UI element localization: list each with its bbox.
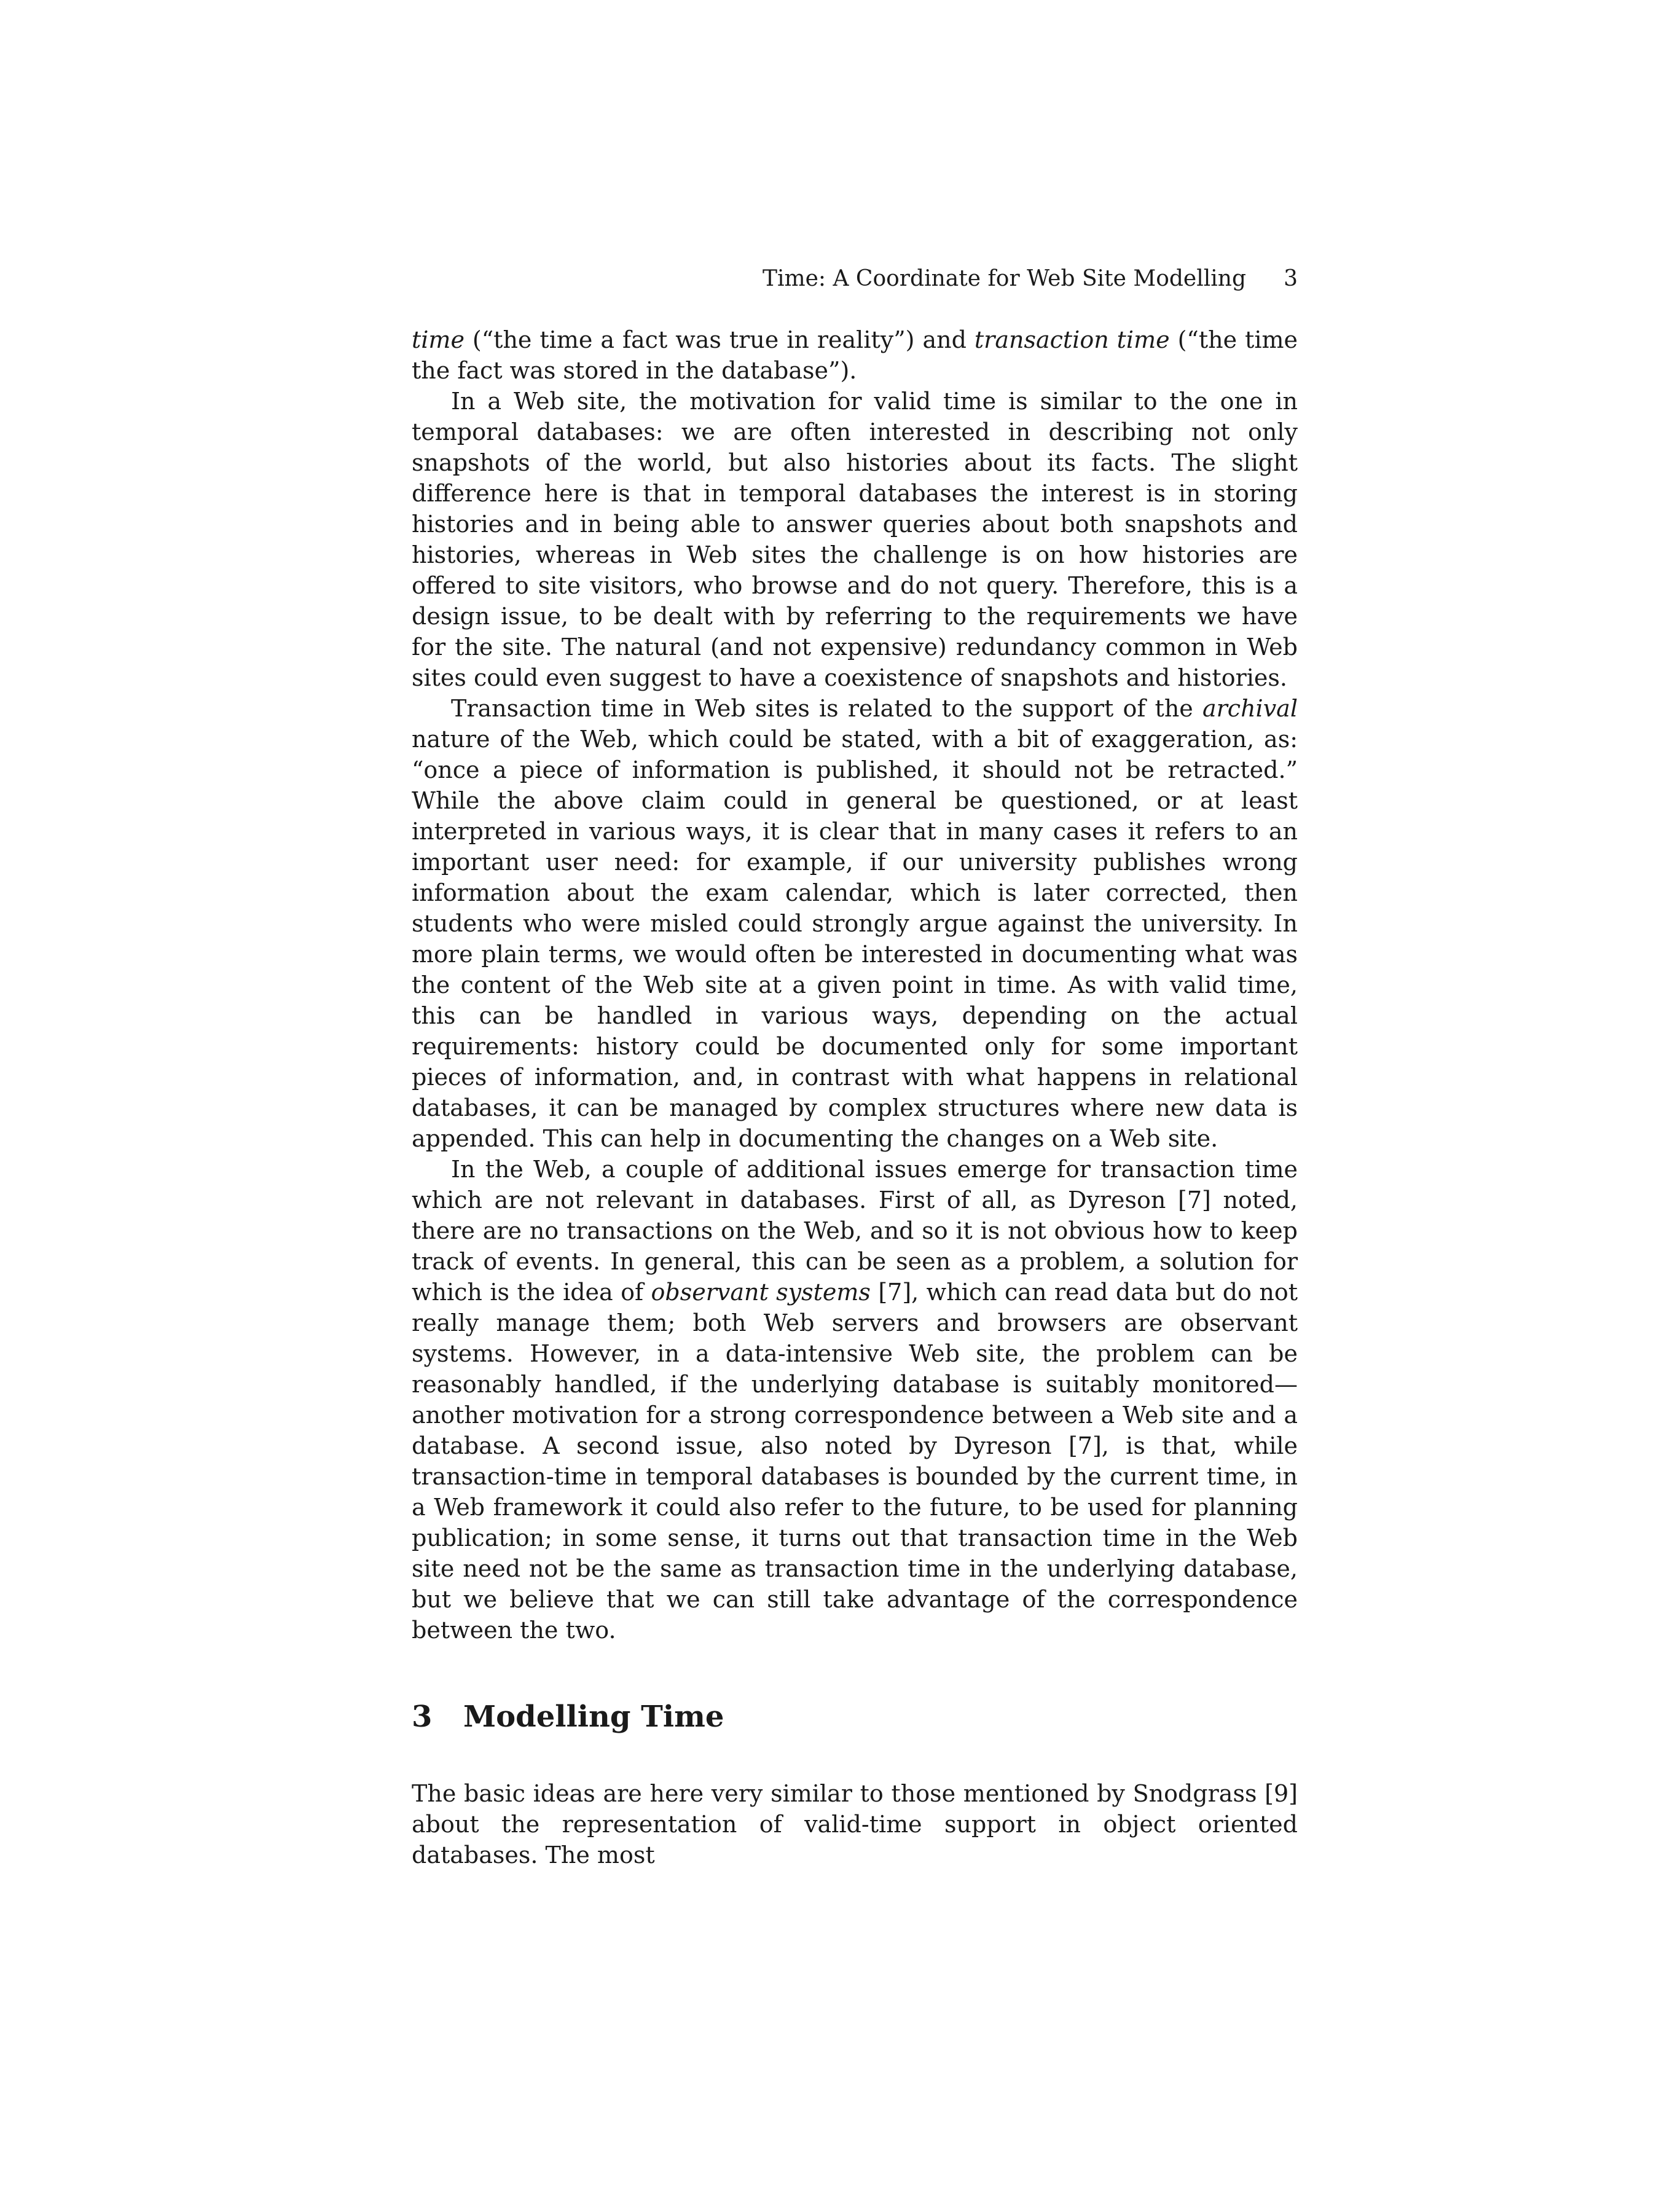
paragraph-modelling-time: The basic ideas are here very similar to those mentioned by Snodgrass [9] about the representation of valid-time support in object oriented databases. The most xyxy=(412,1780,1298,1869)
paragraph-transaction-time: Transaction time in Web sites is related to the support of the archival nature of the Web, which could be stated, with a bit of exaggeration, as: “once a piece of information is published, it should not be retracted.” While the above claim could in general be questioned, or at least interpreted in various ways, it is clear that in many cases it refers to an important user need: for example, if our university publishes wrong information about the exam calendar, which is later corrected, then students who were misled could strongly argue against the university. In more plain terms, we would often be interested in documenting what was the content of the Web site at a given point in time. As with valid time, this can be handled in various ways, depending on the actual requirements: history could be documented only for some important pieces of information, and, in contrast with what happens in relational databases, it can be managed by complex structures where new data is appended. This can help in documenting the changes on a Web site. xyxy=(412,695,1298,1152)
paragraph-valid-time: In a Web site, the motivation for valid time is similar to the one in temporal databases: we are often interested in describing not only snapshots of the world, but also histories about its facts. The slight difference here is that in temporal databases the interest is in storing histories and in being able to answer queries about both snapshots and histories, whereas in Web sites the challenge is on how histories are offered to site visitors, who browse and do not query. Therefore, this is a design issue, to be dealt with by referring to the requirements we have for the site. The natural (and not expensive) redundancy common in Web sites could even suggest to have a coexistence of snapshots and histories. xyxy=(412,388,1298,691)
page-body xyxy=(412,324,1298,1870)
page-number: 3 xyxy=(1284,266,1298,291)
section-title: Modelling Time xyxy=(463,1700,724,1734)
section-heading xyxy=(412,1698,1298,1735)
paragraph-continuation: time (“the time a fact was true in reality”) and transaction time (“the time the fact was stored in the database”). xyxy=(412,326,1298,384)
paragraph-web-issues: In the Web, a couple of additional issues emerge for transaction time which are not relevant in databases. First of all, as Dyreson [7] noted, there are no transactions on the Web, and so it is not obvious how to keep track of events. In general, this can be seen as a problem, a solution for which is the idea of observant systems [7], which can read data but do not really manage them; both Web servers and browsers are observant systems. However, in a data-intensive Web site, the problem can be reasonably handled, if the underlying database is suitably monitored—another motivation for a strong correspondence between a Web site and a database. A second issue, also noted by Dyreson [7], is that, while transaction-time in temporal databases is bounded by the current time, in a Web framework it could also refer to the future, to be used for planning publication; in some sense, it turns out that transaction time in the Web site need not be the same as transaction time in the underlying database, but we believe that we can still take advantage of the correspondence between the two. xyxy=(412,1156,1298,1644)
running-title: Time: A Coordinate for Web Site Modelling xyxy=(762,266,1246,291)
section-number: 3 xyxy=(412,1700,433,1734)
running-header xyxy=(412,262,1298,296)
